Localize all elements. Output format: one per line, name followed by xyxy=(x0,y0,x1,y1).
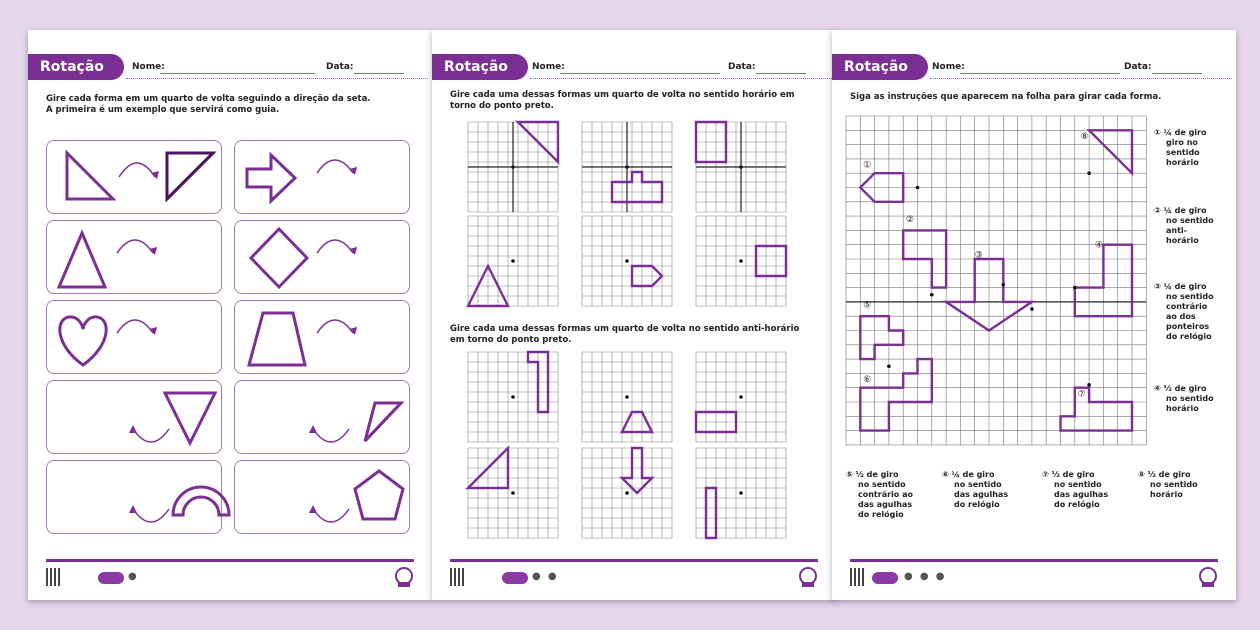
step-heading: ② ¼ de giro xyxy=(1154,206,1207,215)
worksheet-page-1 xyxy=(28,30,432,600)
rotation-step xyxy=(1138,470,1198,500)
rotation-grid xyxy=(582,216,672,306)
exercise-box xyxy=(46,220,222,294)
step-line: das agulhas xyxy=(954,490,1009,499)
step-line: sentido xyxy=(1166,148,1200,157)
step-line: no sentido xyxy=(1166,394,1214,403)
name-field[interactable] xyxy=(560,73,720,74)
rotation-grid xyxy=(696,352,786,442)
grid-shape xyxy=(860,316,903,359)
pivot-point xyxy=(511,395,515,399)
shape-number-label: ⑦ xyxy=(1077,389,1086,400)
trapezoid-shape xyxy=(235,301,411,375)
step-line: horário xyxy=(1150,490,1183,499)
clockwise-arrow-icon xyxy=(317,320,353,333)
shape-number-label: ④ xyxy=(1094,240,1103,251)
qr-code-icon xyxy=(46,568,60,586)
instruction-text xyxy=(46,94,371,116)
shape-number-label: ② xyxy=(906,214,915,225)
footer-bar xyxy=(450,559,818,562)
grid-shape xyxy=(622,448,652,493)
footer-bar xyxy=(850,559,1218,562)
step-line: no sentido xyxy=(1166,292,1214,301)
instruction-line: Gire cada uma dessas formas um quarto de volta no sentido anti-horário xyxy=(450,324,800,334)
right-triangle-shape xyxy=(235,381,411,455)
pivot-point xyxy=(625,395,629,399)
pivot-point xyxy=(1030,307,1034,311)
inverted-triangle-shape xyxy=(47,381,223,455)
exercise-box xyxy=(234,220,410,294)
diamond-shape xyxy=(235,221,411,295)
exercise-box xyxy=(234,300,410,374)
rotation-step xyxy=(1154,384,1214,414)
worksheet-page-2 xyxy=(432,30,836,600)
step-line: horário xyxy=(1166,158,1199,167)
pivot-point xyxy=(625,491,629,495)
footer-bar xyxy=(46,559,414,562)
clockwise-arrow-icon xyxy=(119,163,155,177)
rotation-step xyxy=(1154,282,1214,342)
pivot-point xyxy=(739,259,743,263)
step-line: no sentido xyxy=(858,480,906,489)
rotation-step xyxy=(1154,128,1206,168)
instruction-line: em torno do ponto preto. xyxy=(450,335,572,345)
brand-logo xyxy=(98,572,124,584)
exercise-box xyxy=(234,140,410,214)
name-field[interactable] xyxy=(160,73,315,74)
pivot-point xyxy=(739,491,743,495)
triangle-rotation-example xyxy=(47,141,223,215)
badge-icon xyxy=(394,566,414,588)
step-line: ponteiros xyxy=(1166,322,1210,331)
step-line: giro no xyxy=(1166,138,1198,147)
step-line: contrário ao xyxy=(858,490,913,499)
pivot-point xyxy=(739,395,743,399)
date-field[interactable] xyxy=(1152,73,1202,74)
badge-icon xyxy=(798,566,818,588)
rotation-grid xyxy=(696,448,786,538)
pentagon-shape xyxy=(235,461,411,535)
clockwise-arrow-icon xyxy=(117,320,153,333)
name-field[interactable] xyxy=(960,73,1120,74)
rotation-grid xyxy=(846,116,1146,456)
grid-shape xyxy=(706,488,716,538)
step-line: no sentido xyxy=(1054,480,1102,489)
page-level-dots: ● xyxy=(128,571,139,582)
pivot-point xyxy=(625,259,629,263)
step-line: horário xyxy=(1166,404,1199,413)
exercise-box xyxy=(234,380,410,454)
pivot-point xyxy=(887,364,891,368)
anticlockwise-arrow-icon xyxy=(133,429,169,442)
qr-code-icon xyxy=(450,568,464,586)
page-title: Rotação xyxy=(28,54,124,80)
date-field[interactable] xyxy=(756,73,806,74)
clockwise-arrow-icon xyxy=(117,240,153,253)
pivot-point xyxy=(1002,283,1006,287)
rotation-grid xyxy=(696,122,786,212)
shape-number-label: ⑧ xyxy=(1080,131,1089,142)
rotation-step xyxy=(942,470,1008,510)
instruction-text xyxy=(450,90,795,112)
pivot-point xyxy=(739,165,743,169)
step-heading: ⑥ ¼ de giro xyxy=(942,470,995,479)
clockwise-arrow-icon xyxy=(317,160,353,173)
brand-logo xyxy=(502,572,528,584)
step-heading: ⑤ ½ de giro xyxy=(846,470,899,479)
page-header xyxy=(832,54,1236,80)
exercise-box xyxy=(46,460,222,534)
rotation-grid xyxy=(468,352,558,442)
step-line: do relógio xyxy=(1054,500,1100,509)
rotation-grid xyxy=(696,216,786,306)
exercise-box xyxy=(46,140,222,214)
exercise-box xyxy=(234,460,410,534)
anticlockwise-arrow-icon xyxy=(133,509,169,522)
step-line: do relógio xyxy=(954,500,1000,509)
step-heading: ③ ¼ de giro xyxy=(1154,282,1207,291)
pivot-point xyxy=(930,293,934,297)
grid-shape xyxy=(612,172,662,202)
date-field[interactable] xyxy=(354,73,404,74)
exercise-box xyxy=(46,380,222,454)
page-title: Rotação xyxy=(432,54,528,80)
instruction-text: Siga as instruções que aparecem na folha para girar cada forma. xyxy=(850,92,1162,102)
step-line: das agulhas xyxy=(858,500,913,509)
instruction-text xyxy=(450,324,799,346)
worksheet-page-3 xyxy=(832,30,1236,600)
step-heading: ⑦ ½ de giro xyxy=(1042,470,1095,479)
rotation-step xyxy=(846,470,913,520)
pivot-point xyxy=(511,259,515,263)
step-heading: ④ ½ de giro xyxy=(1154,384,1207,393)
date-label: Data: xyxy=(326,62,354,72)
name-label: Nome: xyxy=(932,62,965,72)
pivot-point xyxy=(511,491,515,495)
rotation-grid xyxy=(582,448,672,538)
step-line: no sentido xyxy=(954,480,1002,489)
shape-number-label: ⑥ xyxy=(863,374,872,385)
dotted-divider xyxy=(126,78,428,79)
grid-shape xyxy=(860,359,932,431)
dotted-divider xyxy=(930,78,1232,79)
page-level-dots: ● ● ● xyxy=(904,571,947,582)
step-line: do relógio xyxy=(858,510,904,519)
page-title: Rotação xyxy=(832,54,928,80)
dotted-divider xyxy=(530,78,832,79)
pivot-point xyxy=(1087,383,1091,387)
clockwise-arrow-icon xyxy=(317,240,353,253)
rotation-grid xyxy=(582,352,672,442)
name-label: Nome: xyxy=(532,62,565,72)
anticlockwise-arrow-icon xyxy=(313,429,349,442)
grid-shape xyxy=(756,246,786,276)
step-line: horário xyxy=(1166,236,1199,245)
arrow-shape xyxy=(235,141,411,215)
grid-shape xyxy=(1061,388,1133,431)
step-line: no sentido xyxy=(1150,480,1198,489)
instruction-line: A primeira é um exemplo que servirá como guia. xyxy=(46,105,280,115)
step-line: no sentido xyxy=(1166,216,1214,225)
exercise-box xyxy=(46,300,222,374)
instruction-line: Gire cada uma dessas formas um quarto de volta no sentido horário em xyxy=(450,90,795,100)
rotation-grid xyxy=(468,216,558,306)
step-line: do relógio xyxy=(1166,332,1212,341)
step-line: contrário xyxy=(1166,302,1208,311)
pivot-point xyxy=(916,186,920,190)
shape-number-label: ③ xyxy=(974,250,983,261)
rotation-step xyxy=(1154,206,1214,246)
page-header xyxy=(28,54,432,80)
page-header xyxy=(432,54,836,80)
name-label: Nome: xyxy=(132,62,165,72)
step-line: das agulhas xyxy=(1054,490,1109,499)
step-line: ao dos xyxy=(1166,312,1196,321)
pivot-point xyxy=(625,165,629,169)
heart-shape xyxy=(47,301,223,375)
rotation-grid xyxy=(468,122,558,212)
page-level-dots: ● ● xyxy=(532,571,559,582)
date-label: Data: xyxy=(1124,62,1152,72)
step-heading: ① ¼ de giro xyxy=(1154,128,1207,137)
step-heading: ⑧ ½ de giro xyxy=(1138,470,1191,479)
shape-number-label: ⑤ xyxy=(863,300,872,311)
date-label: Data: xyxy=(728,62,756,72)
shape-number-label: ① xyxy=(863,160,872,171)
qr-code-icon xyxy=(850,568,864,586)
instruction-line: Gire cada forma em um quarto de volta seguindo a direção da seta. xyxy=(46,94,371,104)
rotation-grid xyxy=(468,448,558,538)
pivot-point xyxy=(511,165,515,169)
triangle-shape xyxy=(47,221,223,295)
badge-icon xyxy=(1198,566,1218,588)
pivot-point xyxy=(1087,171,1091,175)
arch-shape xyxy=(47,461,223,535)
brand-logo xyxy=(872,572,898,584)
instruction-line: torno do ponto preto. xyxy=(450,101,554,111)
rotation-step xyxy=(1042,470,1108,510)
pivot-point xyxy=(1073,286,1077,290)
anticlockwise-arrow-icon xyxy=(313,509,349,522)
grid-shape xyxy=(1089,130,1132,173)
step-line: anti- xyxy=(1166,226,1187,235)
rotation-grid xyxy=(582,122,672,212)
